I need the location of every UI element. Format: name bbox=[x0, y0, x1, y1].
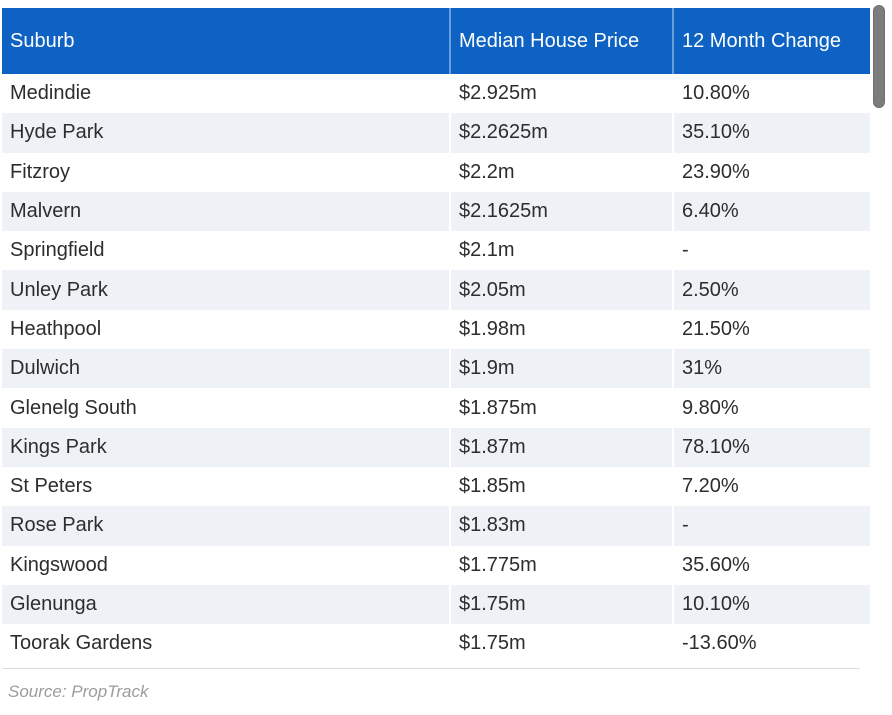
table-row bbox=[2, 467, 870, 506]
cell-suburb: Kingswood bbox=[2, 546, 450, 585]
table-row bbox=[2, 113, 870, 152]
table-row bbox=[2, 388, 870, 427]
cell-price: $1.98m bbox=[450, 310, 673, 349]
cell-change: 23.90% bbox=[673, 153, 870, 192]
cell-price: $2.2m bbox=[450, 153, 673, 192]
footer-divider bbox=[2, 668, 860, 669]
cell-change: 10.10% bbox=[673, 585, 870, 624]
table-row bbox=[2, 231, 870, 270]
cell-price: $2.1m bbox=[450, 231, 673, 270]
table-row bbox=[2, 270, 870, 309]
cell-price: $2.05m bbox=[450, 270, 673, 309]
cell-change: -13.60% bbox=[673, 624, 870, 663]
table-row bbox=[2, 585, 870, 624]
cell-suburb: Springfield bbox=[2, 231, 450, 270]
column-header-suburb: Suburb bbox=[2, 8, 450, 74]
source-caption: Source: PropTrack bbox=[8, 682, 149, 701]
cell-suburb: Glenelg South bbox=[2, 388, 450, 427]
cell-price: $1.775m bbox=[450, 546, 673, 585]
suburb-price-table bbox=[2, 8, 870, 663]
cell-price: $1.75m bbox=[450, 585, 673, 624]
table-row bbox=[2, 192, 870, 231]
cell-suburb: Dulwich bbox=[2, 349, 450, 388]
cell-price: $2.2625m bbox=[450, 113, 673, 152]
cell-change: 78.10% bbox=[673, 428, 870, 467]
vertical-scrollbar-thumb[interactable] bbox=[873, 5, 885, 108]
cell-price: $1.87m bbox=[450, 428, 673, 467]
table-row bbox=[2, 349, 870, 388]
cell-suburb: Hyde Park bbox=[2, 113, 450, 152]
table-row bbox=[2, 74, 870, 113]
table-row bbox=[2, 624, 870, 663]
cell-suburb: St Peters bbox=[2, 467, 450, 506]
cell-change: 2.50% bbox=[673, 270, 870, 309]
table-header-row bbox=[2, 8, 870, 74]
table-row bbox=[2, 546, 870, 585]
data-table bbox=[2, 8, 870, 663]
cell-suburb: Heathpool bbox=[2, 310, 450, 349]
cell-change: 31% bbox=[673, 349, 870, 388]
cell-price: $1.75m bbox=[450, 624, 673, 663]
cell-suburb: Toorak Gardens bbox=[2, 624, 450, 663]
table-row bbox=[2, 310, 870, 349]
cell-change: 9.80% bbox=[673, 388, 870, 427]
cell-change: 35.10% bbox=[673, 113, 870, 152]
table-header bbox=[2, 8, 870, 74]
table-row bbox=[2, 428, 870, 467]
cell-change: - bbox=[673, 506, 870, 545]
cell-suburb: Malvern bbox=[2, 192, 450, 231]
cell-suburb: Fitzroy bbox=[2, 153, 450, 192]
cell-change: 35.60% bbox=[673, 546, 870, 585]
cell-suburb: Glenunga bbox=[2, 585, 450, 624]
table-row bbox=[2, 506, 870, 545]
table-body bbox=[2, 74, 870, 663]
cell-suburb: Medindie bbox=[2, 74, 450, 113]
cell-price: $1.83m bbox=[450, 506, 673, 545]
cell-suburb: Unley Park bbox=[2, 270, 450, 309]
cell-change: 10.80% bbox=[673, 74, 870, 113]
cell-change: 6.40% bbox=[673, 192, 870, 231]
cell-price: $2.1625m bbox=[450, 192, 673, 231]
cell-change: 21.50% bbox=[673, 310, 870, 349]
table-row bbox=[2, 153, 870, 192]
column-header-12-month-change: 12 Month Change bbox=[673, 8, 870, 74]
cell-suburb: Rose Park bbox=[2, 506, 450, 545]
cell-price: $2.925m bbox=[450, 74, 673, 113]
cell-price: $1.9m bbox=[450, 349, 673, 388]
cell-price: $1.85m bbox=[450, 467, 673, 506]
cell-change: 7.20% bbox=[673, 467, 870, 506]
cell-change: - bbox=[673, 231, 870, 270]
cell-suburb: Kings Park bbox=[2, 428, 450, 467]
column-header-median-house-price: Median House Price bbox=[450, 8, 673, 74]
cell-price: $1.875m bbox=[450, 388, 673, 427]
